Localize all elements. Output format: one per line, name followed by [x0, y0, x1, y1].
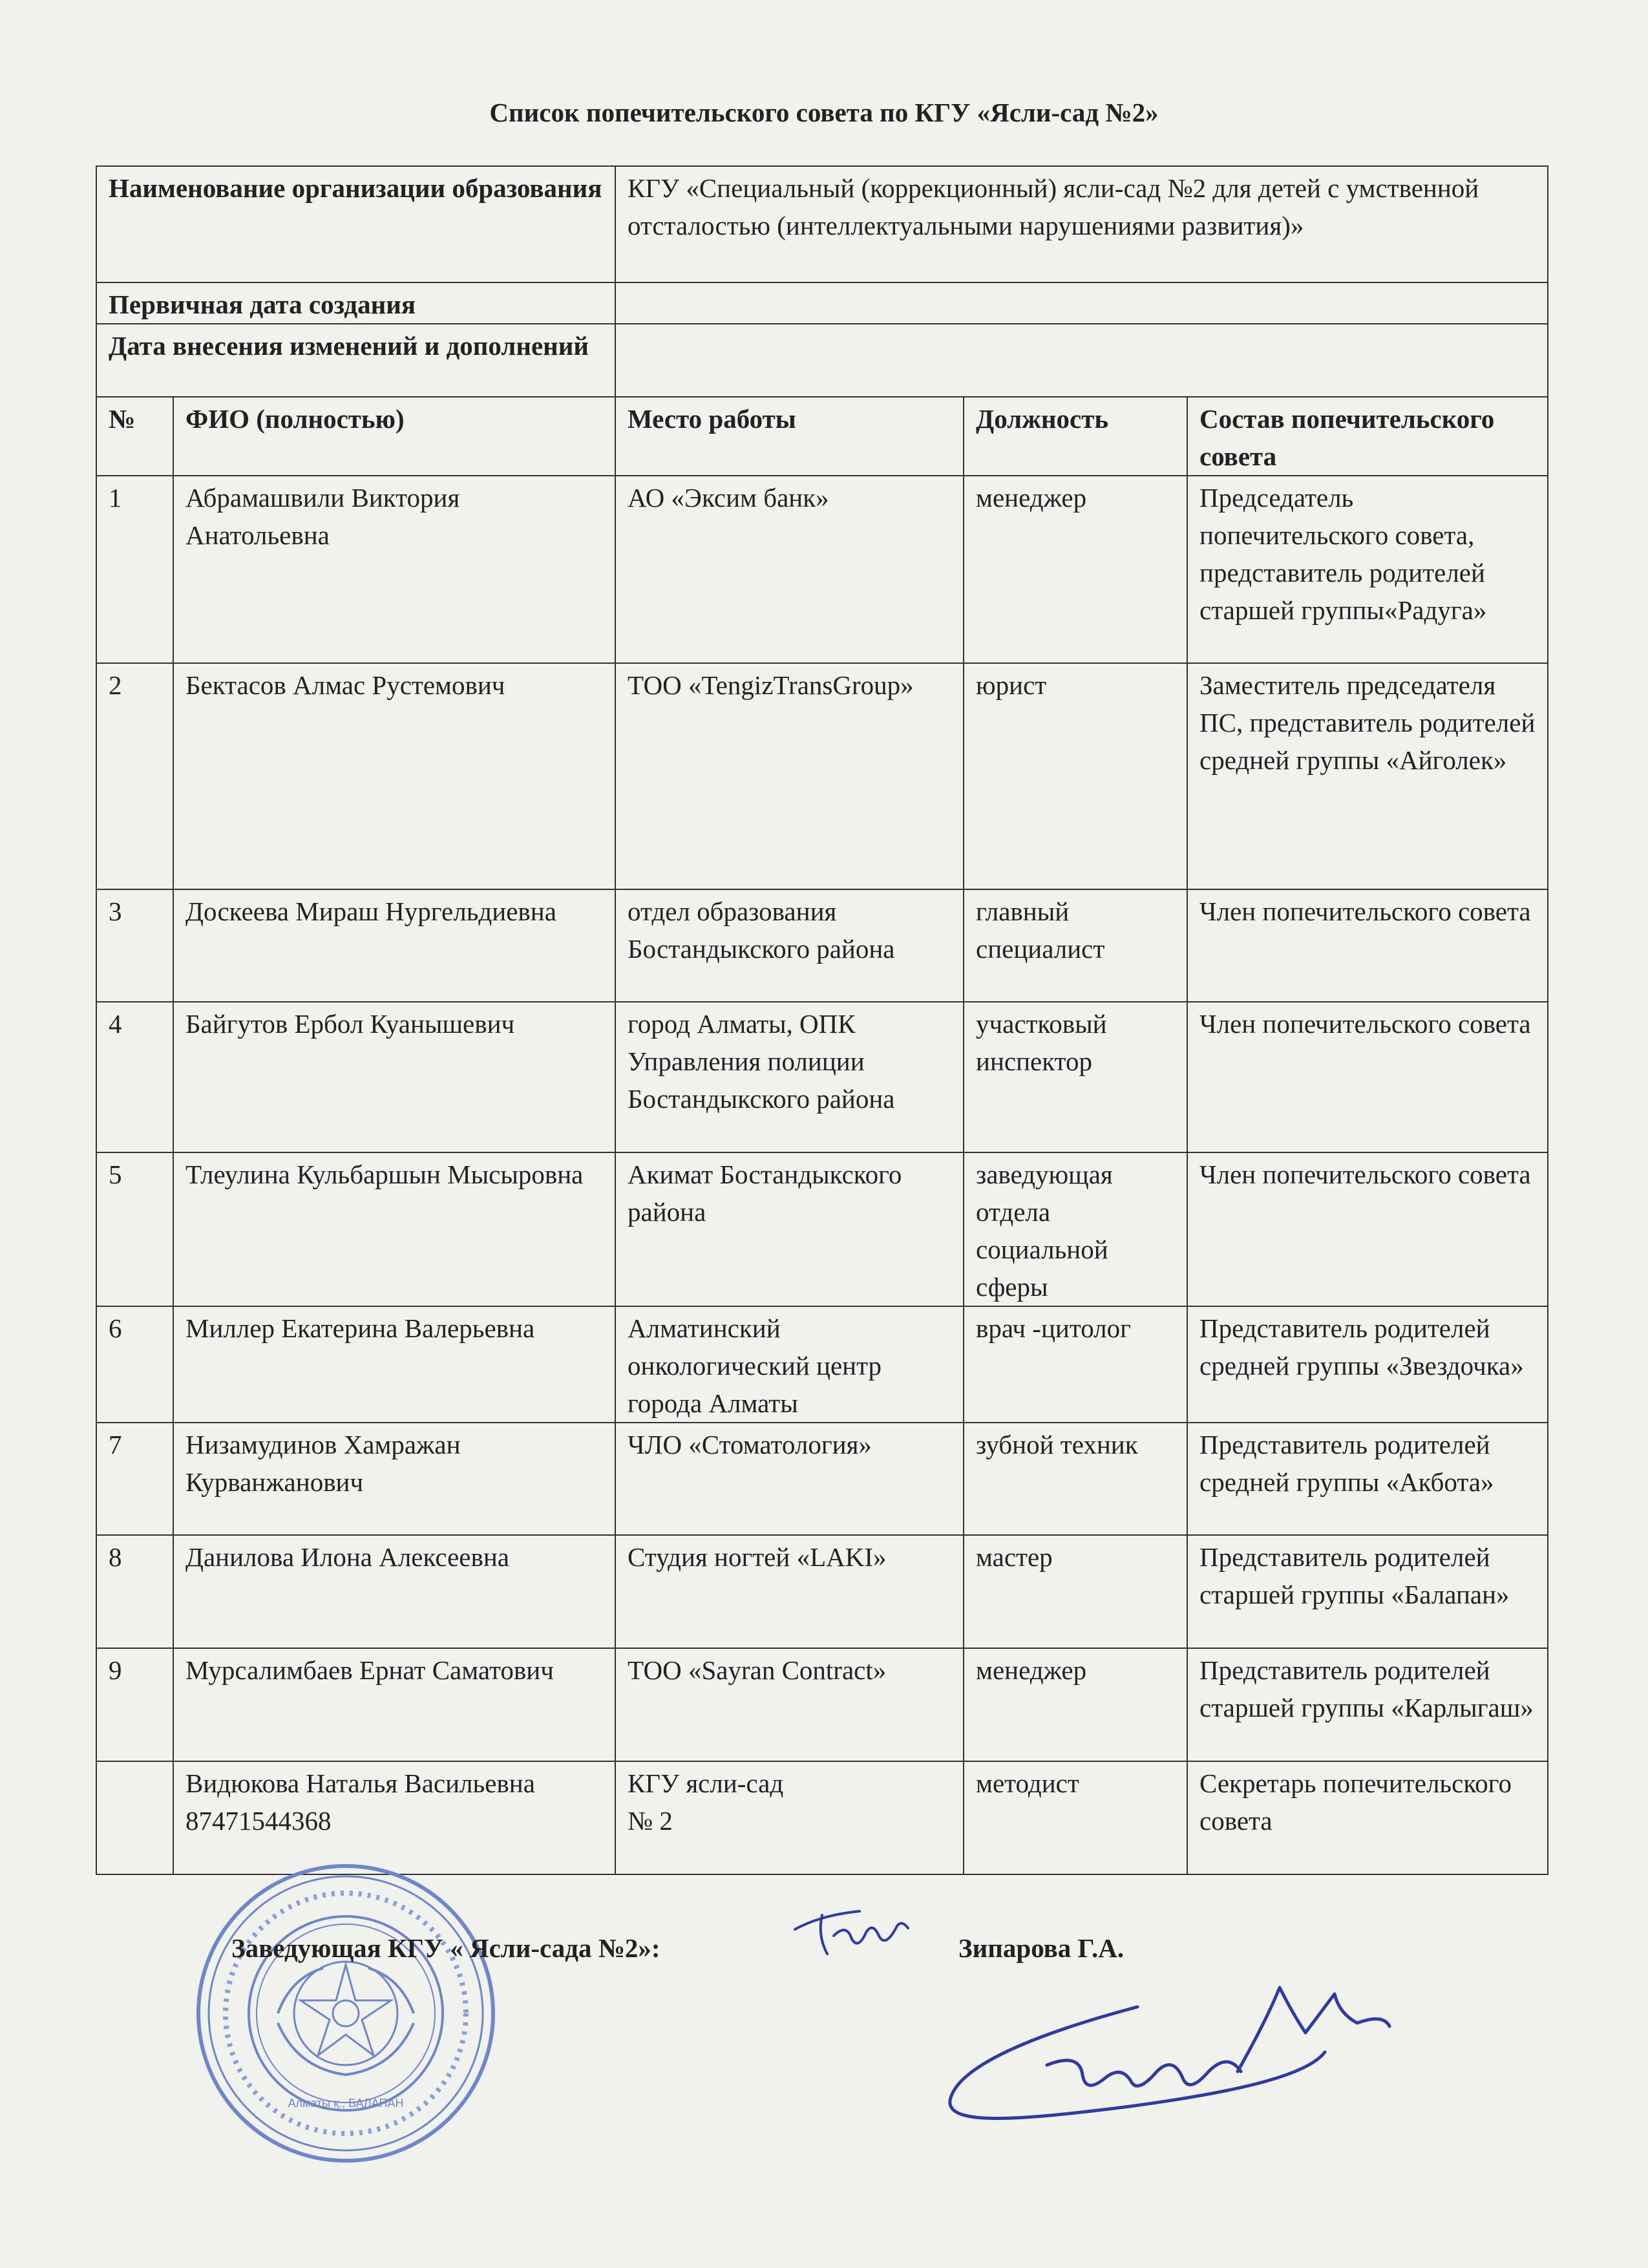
row-role: Представитель родителей старшей группы «Балапан» [1187, 1535, 1548, 1648]
row-phone: 87471544368 [185, 1806, 332, 1836]
row-position: участковый инспектор [964, 1002, 1187, 1152]
table-row [96, 663, 1548, 889]
row-name: Бектасов Алмас Рустемович [173, 663, 615, 889]
council-table [96, 165, 1548, 1875]
row-work: АО «Эксим банк» [615, 476, 964, 663]
changes-value [615, 324, 1548, 397]
org-label: Наименование организации образования [96, 166, 615, 282]
row-name: Миллер Екатерина Валерьевна [173, 1306, 615, 1423]
header-row [96, 397, 1548, 476]
row-work: Алматинский онкологический центр города Алматы [615, 1306, 964, 1423]
row-num: 7 [96, 1423, 173, 1535]
row-role: Член попечительского совета [1187, 889, 1548, 1002]
changes-label: Дата внесения изменений и дополнений [96, 324, 615, 397]
row-name: Абрамашвили Виктория Анатольевна [173, 476, 615, 663]
row-num: 5 [96, 1152, 173, 1306]
document-title: Список попечительского совета по КГУ «Ясли-сад №2» [489, 98, 1159, 127]
signatory-label: Заведующая КГУ « Ясли-сада №2»: [231, 1933, 660, 1963]
table-row [96, 476, 1548, 663]
table-row [96, 889, 1548, 1002]
signatory-name: Зипарова Г.А. [958, 1933, 1125, 1963]
row-position: главный специалист [964, 889, 1187, 1002]
row-role: Представитель родителей средней группы «Звездочка» [1187, 1306, 1548, 1423]
header-role: Состав попечительского совета [1187, 397, 1548, 476]
header-num: № [96, 397, 173, 476]
table-row [96, 1535, 1548, 1648]
row-work: отдел образования Бостандыкского района [615, 889, 964, 1002]
table-row [96, 1761, 1548, 1874]
row-num: 3 [96, 889, 173, 1002]
row-name: Доскеева Мираш Нургельдиевна [173, 889, 615, 1002]
row-position: заведующая отдела социальной сферы [964, 1152, 1187, 1306]
org-row [96, 166, 1548, 282]
row-name: Байгутов Ербол Куанышевич [173, 1002, 615, 1152]
row-work: ЧЛО «Стоматология» [615, 1423, 964, 1535]
created-row [96, 282, 1548, 324]
row-position: методист [964, 1761, 1187, 1874]
table-row [96, 1152, 1548, 1306]
row-num: 8 [96, 1535, 173, 1648]
row-position: зубной техник [964, 1423, 1187, 1535]
official-stamp [194, 1861, 498, 2165]
row-num: 6 [96, 1306, 173, 1423]
changes-row [96, 324, 1548, 397]
row-name: Тлеулина Кульбаршын Мысыровна [173, 1152, 615, 1306]
table-row [96, 1002, 1548, 1152]
row-role: Секретарь попечительского совета [1187, 1761, 1548, 1874]
row-role: Заместитель председателя ПС, представитель родителей средней группы «Айголек» [1187, 663, 1548, 889]
row-name: Низамудинов Хамражан Курванжанович [173, 1423, 615, 1535]
row-role: Председатель попечительского совета, представитель родителей старшей группы«Радуга» [1187, 476, 1548, 663]
row-name: Данилова Илона Алексеевна [173, 1535, 615, 1648]
row-work-text: КГУ ясли-сад [628, 1768, 784, 1798]
row-position: врач -цитолог [964, 1306, 1187, 1423]
row-work: ТОО «TengizTransGroup» [615, 663, 964, 889]
row-work-number: № 2 [628, 1806, 673, 1836]
header-position: Должность [964, 397, 1187, 476]
row-position: менеджер [964, 476, 1187, 663]
row-position: юрист [964, 663, 1187, 889]
signature-icon [782, 1903, 918, 1965]
table-row [96, 1306, 1548, 1423]
row-num: 1 [96, 476, 173, 663]
header-name: ФИО (полностью) [173, 397, 615, 476]
created-label: Первичная дата создания [96, 282, 615, 324]
row-work [615, 1761, 964, 1874]
row-position: менеджер [964, 1648, 1187, 1761]
created-value [615, 282, 1548, 324]
stamp-text: Алматы қ., БАЛАПАН [288, 2097, 404, 2110]
row-name [173, 1761, 615, 1874]
row-work: город Алматы, ОПК Управления полиции Бостандыкского района [615, 1002, 964, 1152]
large-signature-icon [944, 1975, 1409, 2130]
row-role: Член попечительского совета [1187, 1152, 1548, 1306]
row-name-text: Видюкова Наталья Васильевна [185, 1768, 535, 1798]
org-value: КГУ «Специальный (коррекционный) ясли-сад №2 для детей с умственной отсталостью (интеллектуальными нарушениями развития)» [615, 166, 1548, 282]
row-work: Акимат Бостандыкского района [615, 1152, 964, 1306]
row-work: ТОО «Sayran Contract» [615, 1648, 964, 1761]
row-num [96, 1761, 173, 1874]
header-work: Место работы [615, 397, 964, 476]
row-work: Студия ногтей «LAKI» [615, 1535, 964, 1648]
row-num: 4 [96, 1002, 173, 1152]
row-role: Представитель родителей средней группы «Акбота» [1187, 1423, 1548, 1535]
table-row [96, 1648, 1548, 1761]
row-role: Представитель родителей старшей группы «Карлыгаш» [1187, 1648, 1548, 1761]
row-position: мастер [964, 1535, 1187, 1648]
row-role: Член попечительского совета [1187, 1002, 1548, 1152]
row-num: 2 [96, 663, 173, 889]
row-num: 9 [96, 1648, 173, 1761]
row-name: Мурсалимбаев Ернат Саматович [173, 1648, 615, 1761]
table-row [96, 1423, 1548, 1535]
